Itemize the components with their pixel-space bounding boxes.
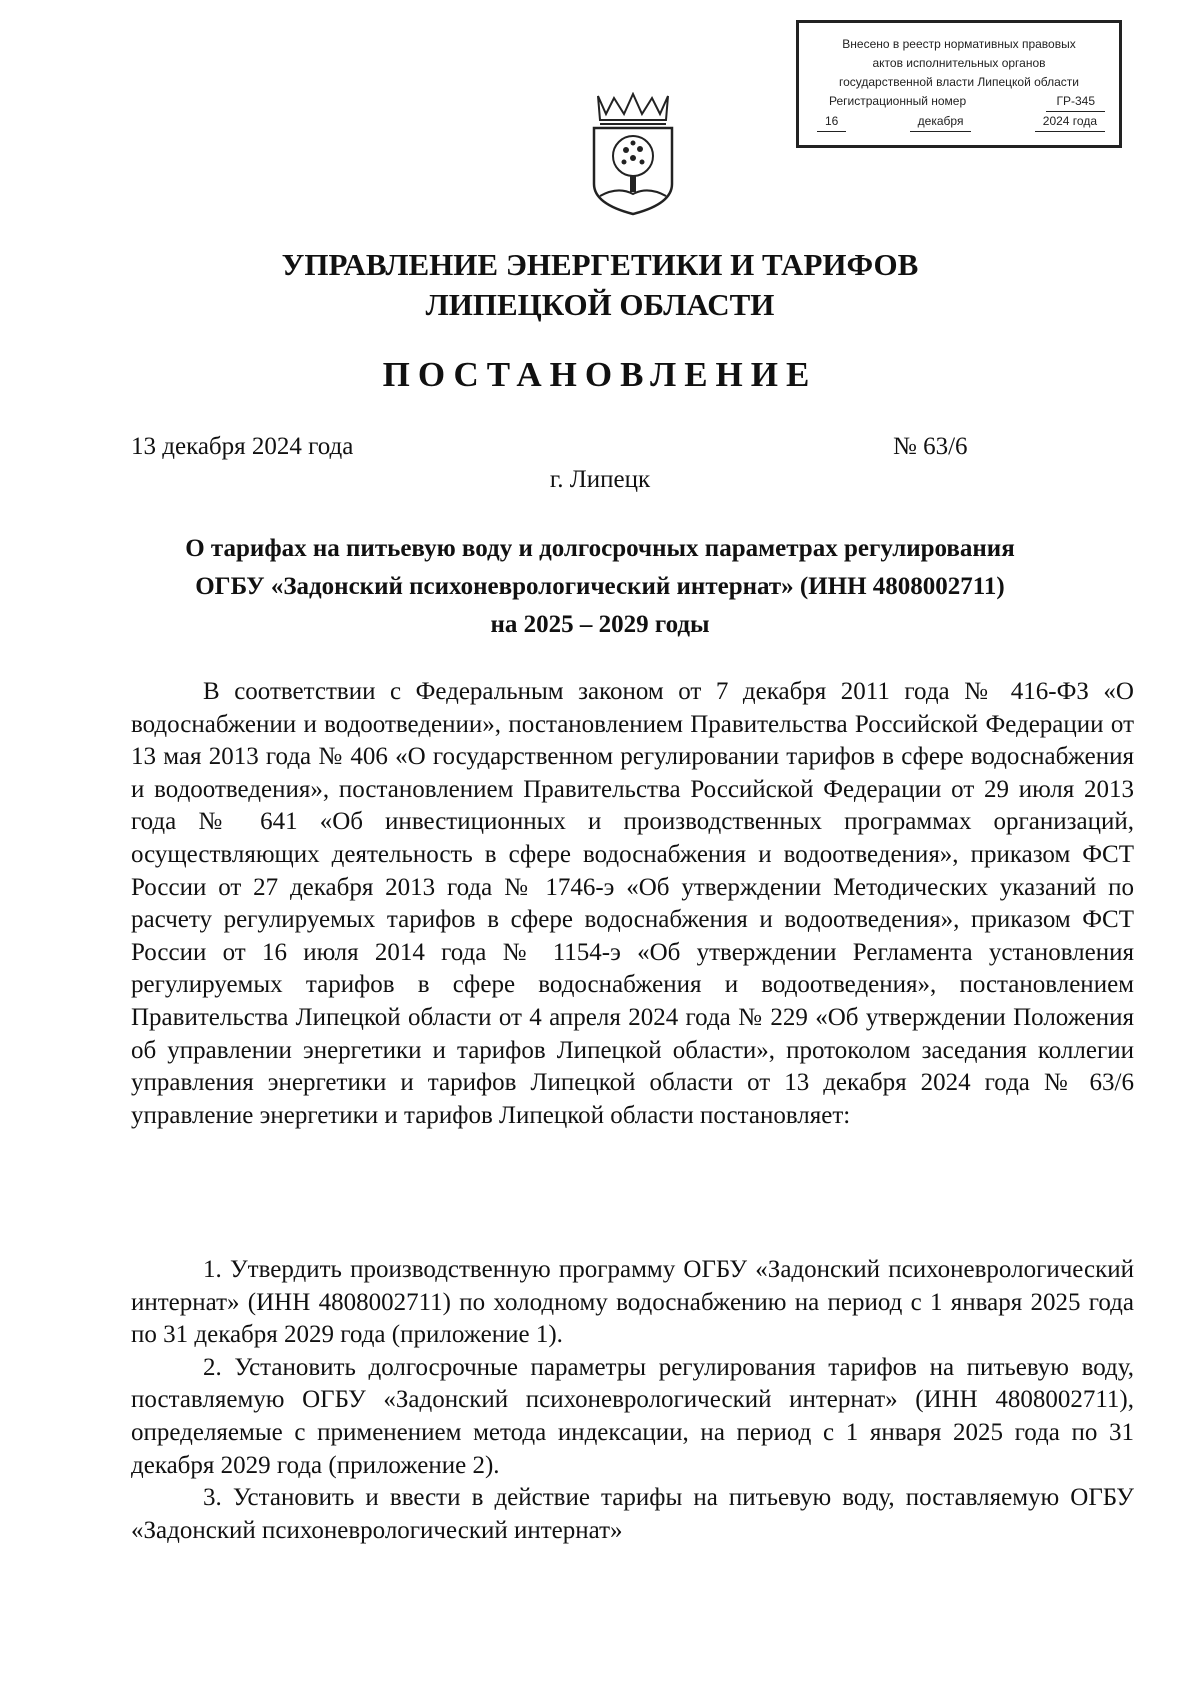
stamp-line-2: актов исполнительных органов [872,56,1046,70]
document-title [0,530,1200,644]
resolution-item-3: 3. Установить и ввести в действие тарифы на питьевую воду, поставляемую ОГБУ «Задонский психоневрологический интернат» [131,1484,1134,1544]
stamp-line-3: государственной власти Липецкой области [838,75,1080,89]
title-line-3: на 2025 – 2029 годы [490,611,710,638]
resolution-item-2: 2. Установить долгосрочные параметры регулирования тарифов на питьевую воду, поставляемую ОГБУ «Задонский психоневрологический интернат» (ИНН 4808002711), определяемые с применением метода индексации, на период с 1 января 2025 года по 31 декабря 2029 года (приложение 2). [131,1353,1134,1479]
stamp-reg-number: ГР-345 [1046,92,1105,112]
stamp-date-row [799,112,1119,132]
registry-stamp [796,20,1122,148]
stamp-day: 16 [817,112,846,132]
stamp-line-1: Внесено в реестр нормативных правовых [842,37,1076,51]
document-number: № 63/6 [893,433,968,460]
organization-name [0,245,1200,325]
coat-of-arms-icon [588,92,678,216]
document-type: ПОСТАНОВЛЕНИЕ [382,355,818,394]
organization-line-2: ЛИПЕЦКОЙ ОБЛАСТИ [425,287,775,322]
document-city: г. Липецк [549,466,651,493]
resolution-item-1: 1. Утвердить производственную программу ОГБУ «Задонский психоневрологический интернат» (ИНН 4808002711) по холодному водоснабжению на период с 1 января 2025 года по 31 декабря 2029 года (приложение 1). [131,1256,1134,1349]
title-line-2: ОГБУ «Задонский психоневрологический интернат» (ИНН 4808002711) [195,573,1005,600]
organization-line-1: УПРАВЛЕНИЕ ЭНЕРГЕТИКИ И ТАРИФОВ [281,247,919,282]
stamp-reg-label: Регистрационный номер [829,94,967,108]
preamble-section [131,676,1134,1132]
resolution-items [131,1254,1134,1547]
preamble-paragraph: В соответствии с Федеральным законом от 7 декабря 2011 года № 416-ФЗ «О водоснабжении и водоотведении», постановлением Правительства Российской Федерации от 13 мая 2013 года № 406 «О государственном регулировании тарифов в сфере водоснабжения и водоотведения», постановлением Правительства Российской Федерации от 29 июля 2013 года № 641 «Об инвестиционных и производственных программах организаций, осуществляющих деятельность в сфере водоснабжения и водоотведения», приказом ФСТ России от 27 декабря 2013 года № 1746-э «Об утверждении Методических указаний по расчету регулируемых тарифов в сфере водоснабжения и водоотведения», приказом ФСТ России от 16 июля 2014 года № 1154-э «Об утверждении Регламента установления регулируемых тарифов в сфере водоснабжения и водоотведения», постановлением Правительства Липецкой области от 4 апреля 2024 года № 229 «Об утверждении Положения об управлении энергетики и тарифов Липецкой области», протоколом заседания коллегии управления энергетики и тарифов Липецкой области от 13 декабря 2024 года № 63/6 управление энергетики и тарифов Липецкой области постановляет: [131,678,1134,1129]
title-line-1: О тарифах на питьевую воду и долгосрочных параметрах регулирования [185,535,1015,562]
stamp-registration-row [799,92,1119,112]
stamp-month: декабря [910,112,972,132]
document-date: 13 декабря 2024 года [131,433,354,460]
stamp-year: 2024 года [1035,112,1105,132]
